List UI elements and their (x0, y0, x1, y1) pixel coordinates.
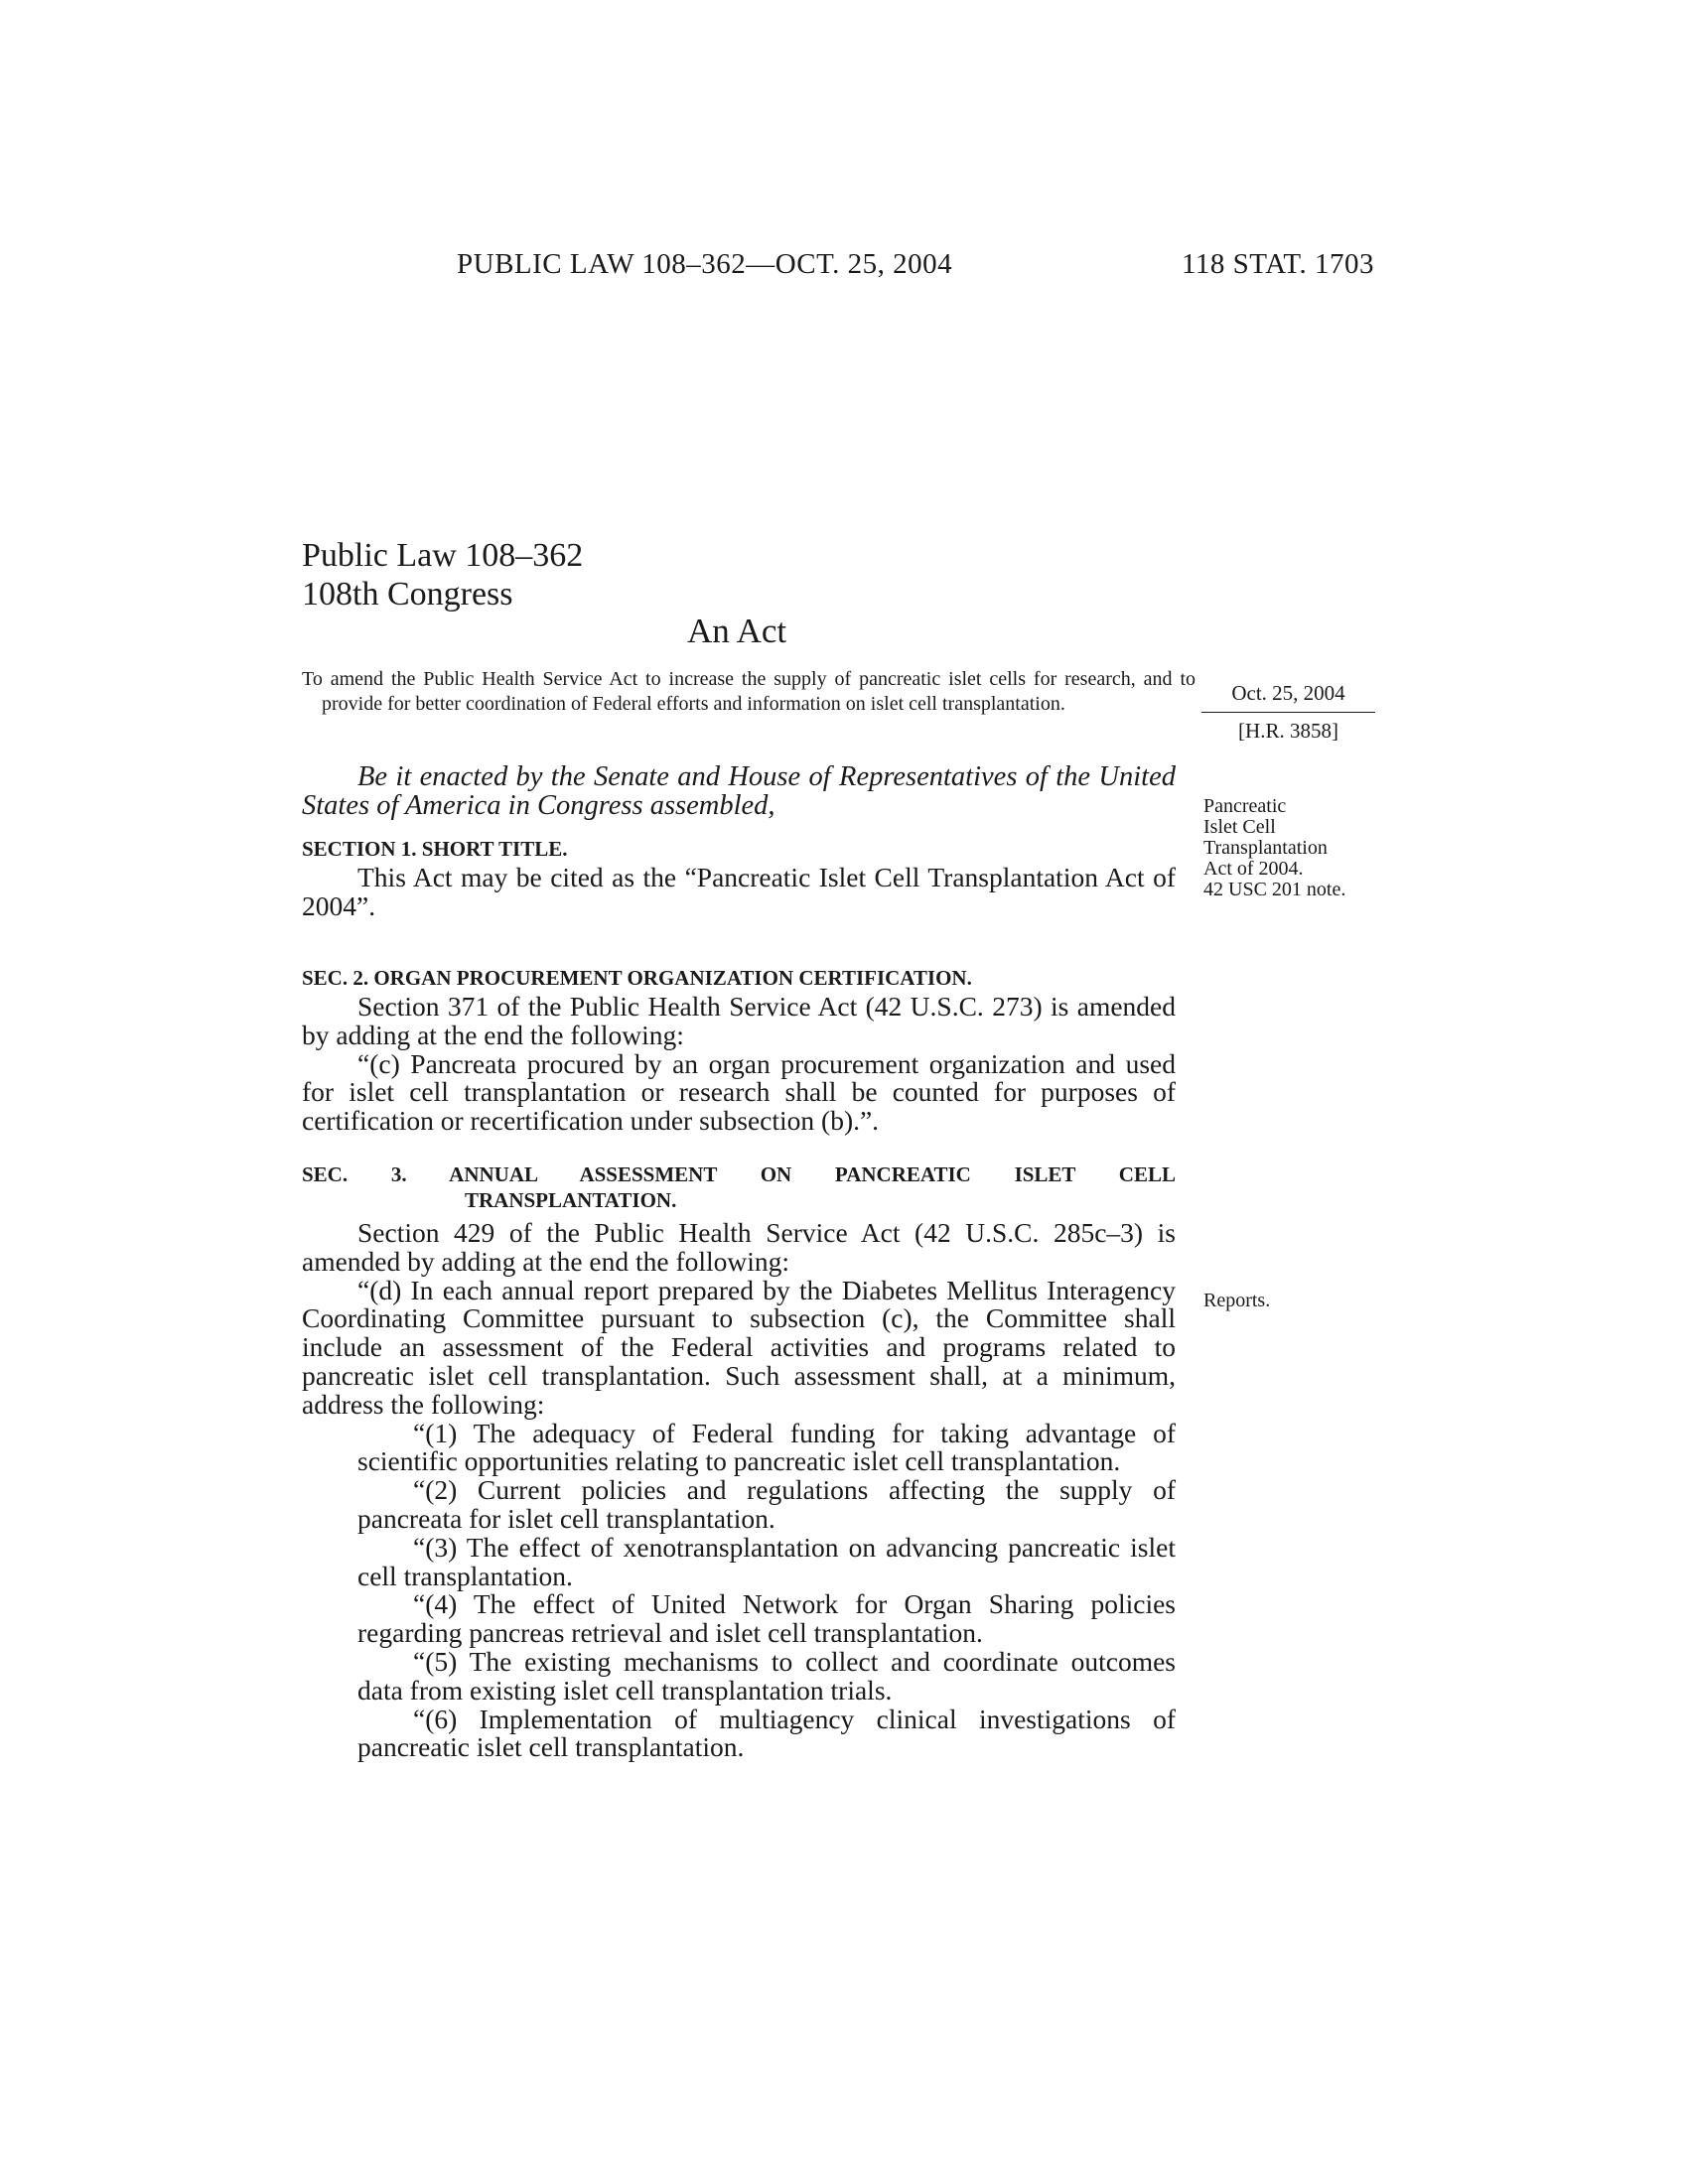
section-1-text: This Act may be cited as the “Pancreatic Islet Cell Transplantation Act of 2004”. (302, 862, 1176, 921)
margin-note-line: Pancreatic (1203, 795, 1287, 817)
section-2-subsection-c: “(c) Pancreata procured by an organ procurement organization and used for islet cell transplantation or research shall be counted for purposes of certification or recertification under subsection (b).”. (302, 1047, 1176, 1137)
purpose-statement: To amend the Public Health Service Act to increase the supply of pancreatic islet cells for research, and to provide for better coordination of Federal efforts and information on islet cell transplantation. (302, 668, 1196, 715)
margin-note-line: Act of 2004. (1203, 858, 1304, 880)
section-2-intro: Section 371 of the Public Health Service Act (42 U.S.C. 273) is amended by adding at the end the following: (302, 991, 1176, 1050)
margin-note-date: Oct. 25, 2004 (1201, 680, 1375, 713)
section-3-intro: Section 429 of the Public Health Service Act (42 U.S.C. 285c–3) is amended by adding at the end the following: (302, 1217, 1176, 1277)
congress-label: 108th Congress (302, 576, 513, 613)
list-item: “(1) The adequacy of Federal funding for taking advantage of scientific opportunities relating to pancreatic islet cell transplantation. (357, 1417, 1176, 1477)
section-3-subsection-d: “(d) In each annual report prepared by the Diabetes Mellitus Interagency Coordinating Committee pursuant to subsection (c), the Committee shall include an assessment of the Federal activities and programs related to pancreatic islet cell transplantation. Such assessment shall, at a minimum, address the following: (302, 1274, 1176, 1420)
list-item: “(5) The existing mechanisms to collect and coordinate outcomes data from existing islet cell transplantation trials. (357, 1645, 1176, 1706)
list-item: “(2) Current policies and regulations affecting the supply of pancreata for islet cell transplantation. (357, 1474, 1176, 1534)
margin-note-bill-number: [H.R. 3858] (1238, 719, 1338, 743)
margin-note-line: 42 USC 201 note. (1203, 879, 1346, 900)
enacting-clause: Be it enacted by the Senate and House of Representatives of the United States of America in Congress assembled, (302, 761, 1176, 821)
margin-note-reports: Reports. (1203, 1290, 1271, 1311)
section-3-heading-continued: TRANSPLANTATION. (465, 1188, 677, 1212)
section-3-heading: SEC. 3. ANNUAL ASSESSMENT ON PANCREATIC ISLET CELL (302, 1162, 1176, 1186)
section-1-heading: SECTION 1. SHORT TITLE. (302, 837, 568, 861)
list-item: “(3) The effect of xenotransplantation on advancing pancreatic islet cell transplantation. (357, 1531, 1176, 1591)
margin-note-short-title (1203, 796, 1392, 900)
running-head: PUBLIC LAW 108–362—OCT. 25, 2004 (457, 248, 953, 280)
margin-note-line: Transplantation (1203, 837, 1328, 859)
margin-note-line: Islet Cell (1203, 816, 1276, 838)
section-3-body (302, 1219, 1176, 1762)
section-1-body (302, 864, 1176, 921)
law-number: Public Law 108–362 (302, 537, 584, 574)
section-2-body (302, 993, 1176, 1136)
list-item: “(6) Implementation of multiagency clinical investigations of pancreatic islet cell transplantation. (357, 1703, 1176, 1763)
statute-citation: 118 STAT. 1703 (1182, 248, 1374, 280)
act-label: An Act (687, 612, 787, 650)
list-item: “(4) The effect of United Network for Organ Sharing policies regarding pancreas retrieval and islet cell transplantation. (357, 1588, 1176, 1649)
section-2-heading: SEC. 2. ORGAN PROCUREMENT ORGANIZATION CERTIFICATION. (302, 966, 972, 990)
